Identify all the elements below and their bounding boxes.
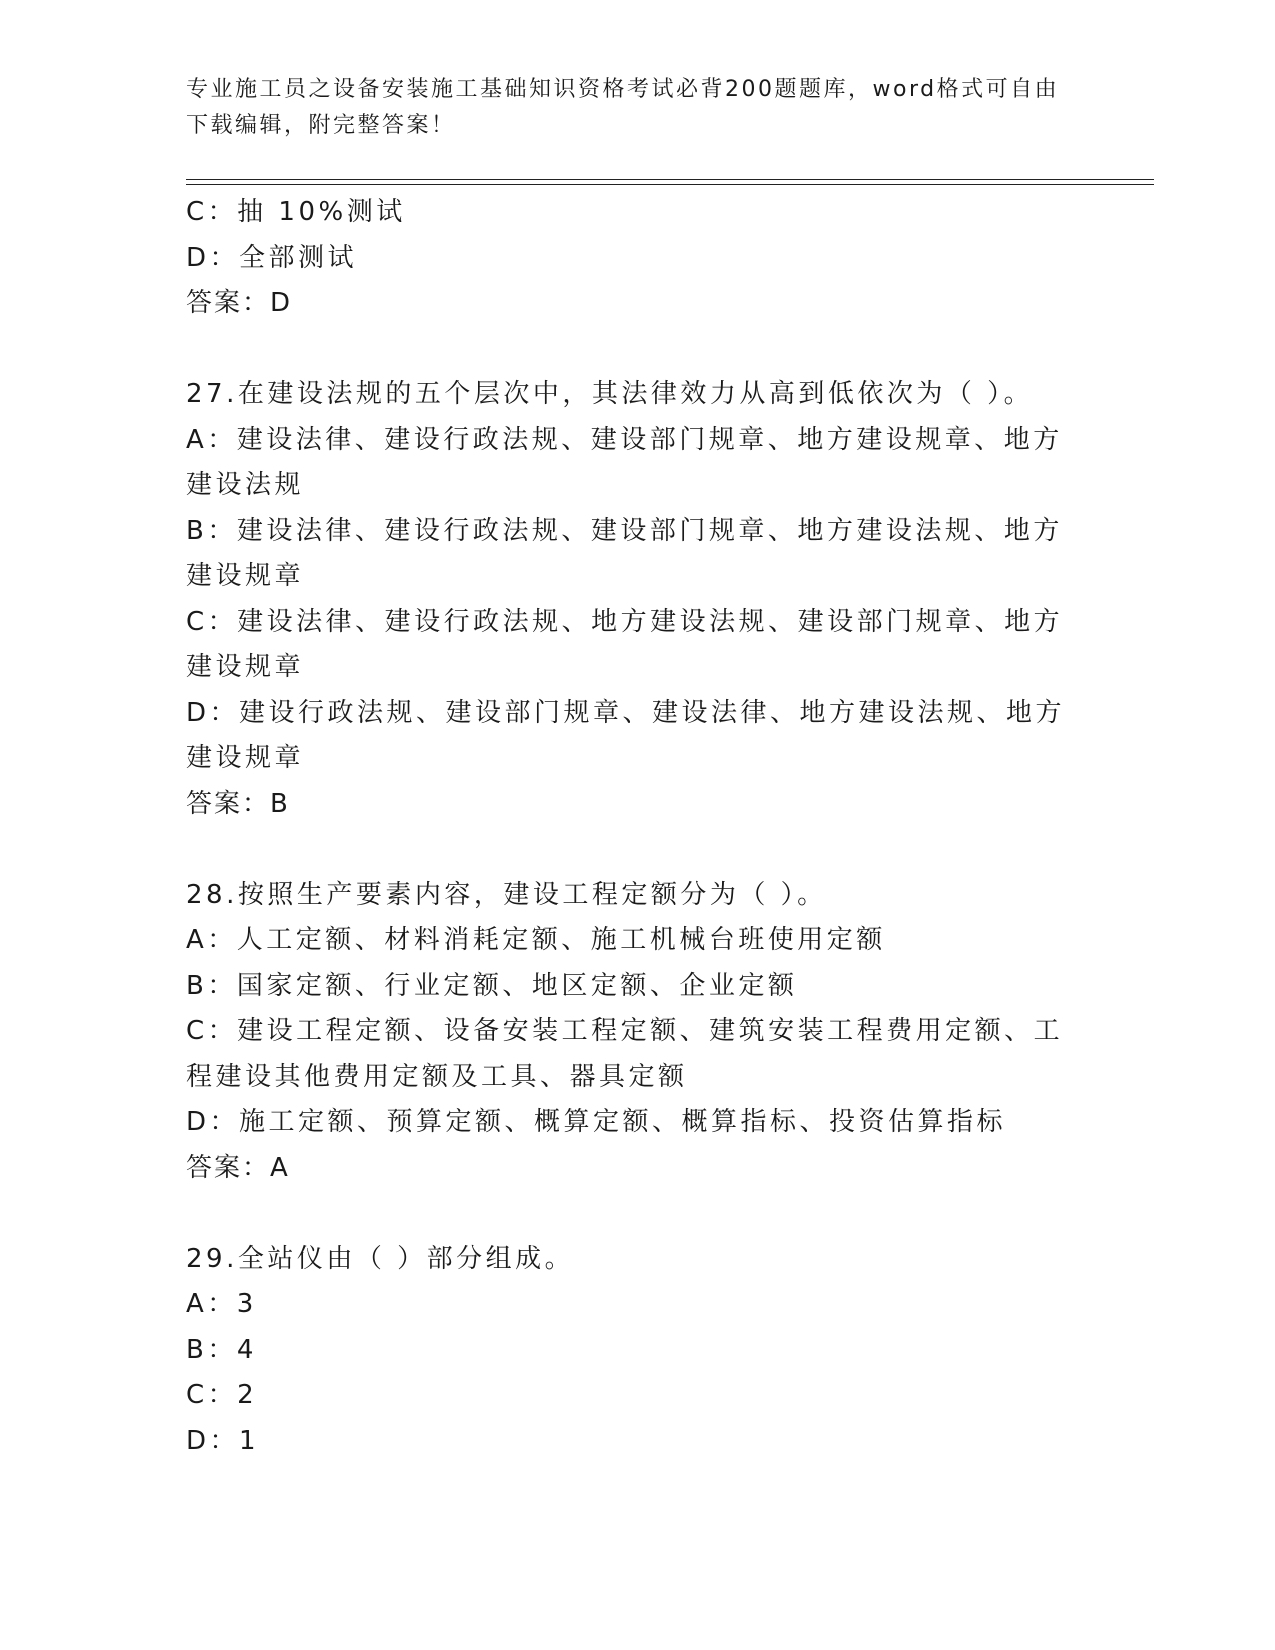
- question-29: [186, 1237, 1076, 1465]
- question-28: [186, 873, 1076, 1192]
- answer-line: 答案：A: [186, 1152, 290, 1183]
- option-c: C：2: [186, 1380, 258, 1410]
- spacer: [186, 827, 1076, 873]
- answer-line: 答案：D: [186, 288, 293, 318]
- question-26-tail: [186, 190, 1076, 327]
- header-line-2: 下载编辑，附完整答案！: [186, 113, 456, 138]
- option-a: A：人工定额、材料消耗定额、施工机械台班使用定额: [186, 925, 886, 955]
- document-header: [186, 72, 1086, 144]
- question-stem: 29.全站仪由（ ）部分组成。: [186, 1243, 575, 1274]
- spacer: [186, 1191, 1076, 1237]
- option-c: C：抽 10%测试: [186, 197, 406, 227]
- header-rule-bottom: [186, 184, 1154, 185]
- option-b: B：建设法律、建设行政法规、建设部门规章、地方建设法规、地方建设规章: [186, 515, 1063, 591]
- header-line-1: 专业施工员之设备安装施工基础知识资格考试必背200题题库，word格式可自由: [186, 77, 1060, 102]
- option-d: D：全部测试: [186, 242, 358, 273]
- question-27: [186, 372, 1076, 827]
- question-list: [186, 190, 1076, 1464]
- question-stem: 28.按照生产要素内容，建设工程定额分为（ ）。: [186, 879, 827, 910]
- option-c: C：建设工程定额、设备安装工程定额、建筑安装工程费用定额、工程建设其他费用定额及工具、器具定额: [186, 1016, 1064, 1092]
- question-stem: 27.在建设法规的五个层次中，其法律效力从高到低依次为（ ）。: [186, 379, 1034, 409]
- option-c: C：建设法律、建设行政法规、地方建设法规、建设部门规章、地方建设规章: [186, 606, 1064, 682]
- option-b: B：4: [186, 1334, 257, 1365]
- option-d: D：1: [186, 1425, 260, 1456]
- option-d: D：建设行政法规、建设部门规章、建设法律、地方建设法规、地方建设规章: [186, 697, 1066, 773]
- spacer: [186, 327, 1076, 373]
- option-a: A：建设法律、建设行政法规、建设部门规章、地方建设规章、地方建设法规: [186, 424, 1063, 500]
- header-rule-top: [186, 179, 1154, 180]
- option-b: B：国家定额、行业定额、地区定额、企业定额: [186, 970, 798, 1001]
- answer-line: 答案：B: [186, 788, 290, 819]
- option-d: D：施工定额、预算定额、概算定额、概算指标、投资估算指标: [186, 1107, 1007, 1137]
- option-a: A：3: [186, 1289, 257, 1319]
